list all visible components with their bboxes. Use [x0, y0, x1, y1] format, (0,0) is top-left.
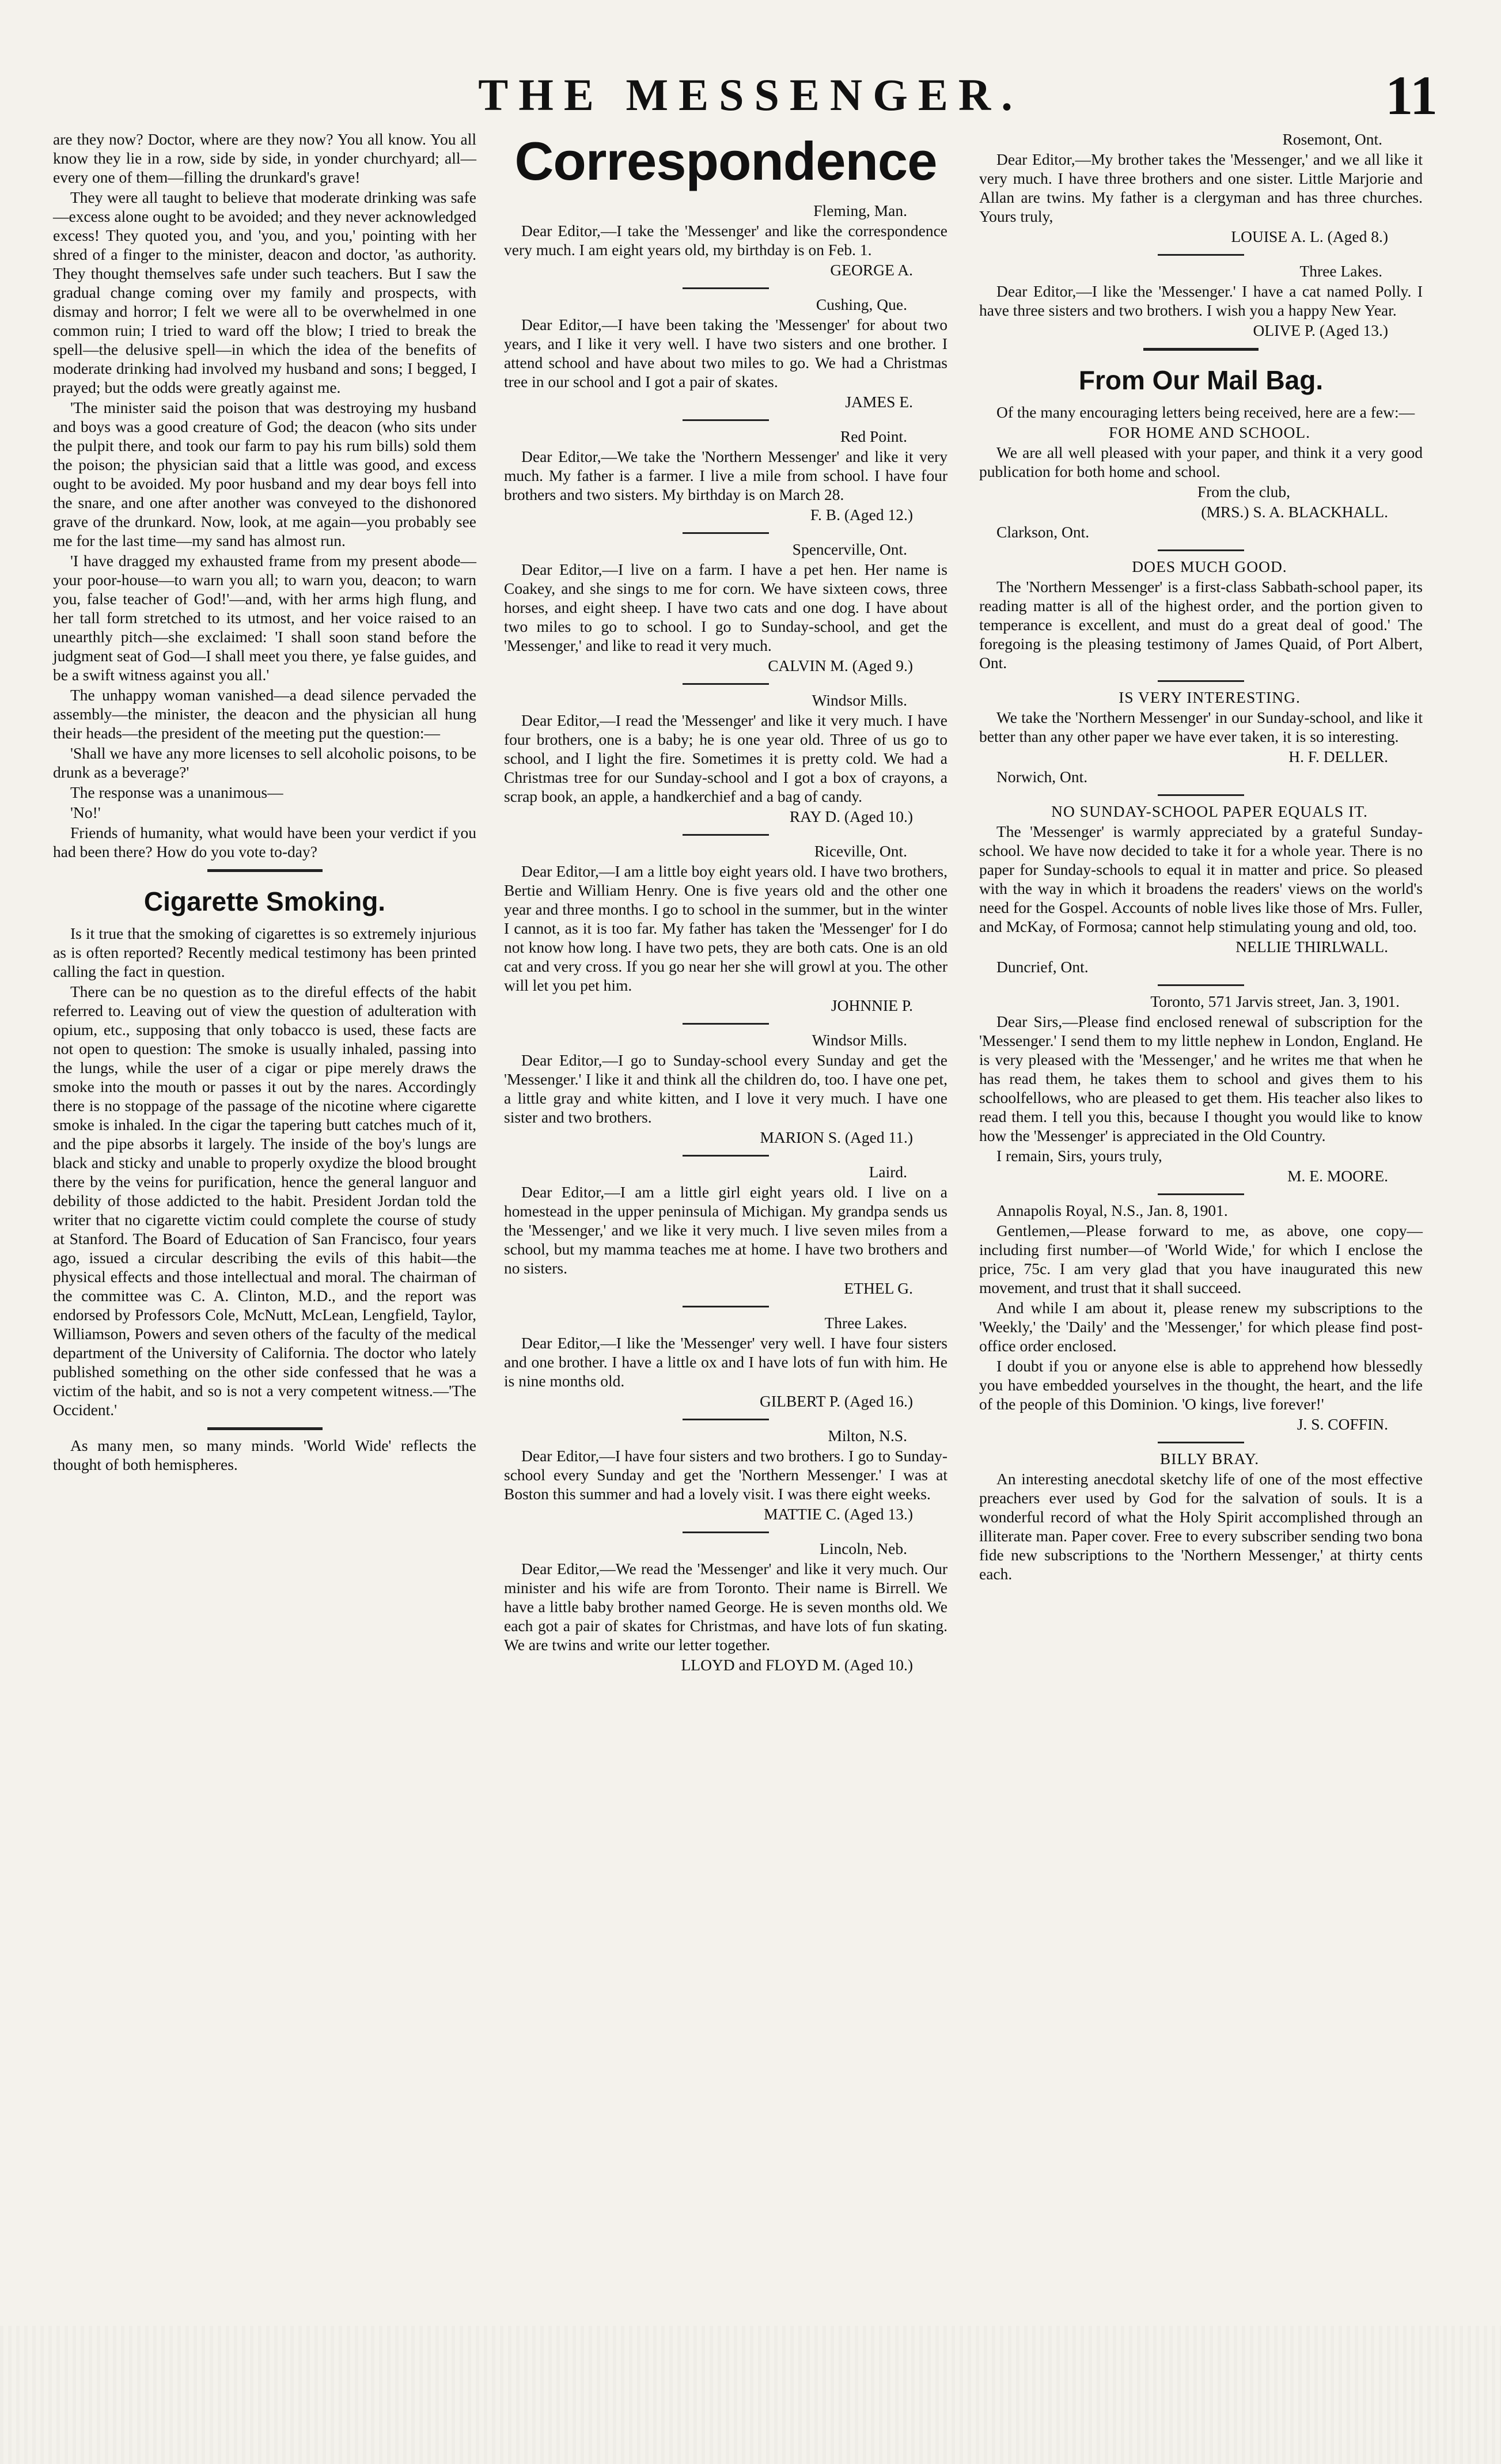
closing-note: As many men, so many minds. 'World Wide' reflects the thought of both hemispheres.: [53, 1436, 476, 1473]
letter: [504, 1426, 947, 1523]
letter-signature: OLIVE P. (Aged 13.): [1253, 321, 1388, 339]
correspondence-heading: Correspondence: [514, 131, 937, 191]
article-paragraph: 'The minister said the poison that was destroying my husband and boys was a good creature of God; the deacon (who sits under the pulpit there, and took our farm to pay his rum bills) sold them the poison; the physician said that a little was good, and excess ought to be avoided. My poor husband and my dear boys fell into the snare, and one after another was conveyed to the dishonored grave of the drunkard. Now, look, at me again—you probably see me for the last time—my sand has almost run.: [53, 399, 476, 549]
letter-heading: Annapolis Royal, N.S., Jan. 8, 1901.: [996, 1201, 1228, 1219]
letter-body: Dear Editor,—I read the 'Messenger' and like it very much. I have four brothers, one is a baby; he is one year old. Three of us go to school, and I light the fire. Sometimes it is pretty cold. We had a Christmas tree for our Sunday-school and I got a box of crayons, a scrap book, an apple, a handkerchief and a bag of candy.: [504, 711, 947, 805]
article-paragraph: They were all taught to believe that moderate drinking was safe—excess alone ought to be avoided; and they never acknowledged excess! They quoted you, and 'you, and you,' pointing with her shred of a finger to the minister, deacon and doctor, 'as authority. They thought themselves safe under such teachers. But I saw the gradual change coming over my family and prospects, with dismay and horror; I felt we were all to be overwhelmed in one common ruin; I tried to ward off the blow; I tried to break the spell—the delusive spell—in which the idea of the benefits of moderate drinking had involved my husband and sons; I begged, I prayed; but the odds were greatly against me.: [53, 188, 476, 396]
divider: [1158, 680, 1244, 682]
divider: [1158, 794, 1244, 796]
letter-signature: MARION S. (Aged 11.): [760, 1128, 913, 1146]
letter-place: Three Lakes.: [824, 1314, 907, 1332]
letter-signature: ETHEL G.: [844, 1279, 913, 1297]
letter: [504, 1539, 947, 1674]
mail-intro: Of the many encouraging letters being received, here are a few:—: [996, 403, 1415, 421]
section-body: Dear Sirs,—Please find enclosed renewal of subscription for the 'Messenger.' I send them to my little nephew in London, England. He is very pleased with the 'Messenger,' and he writes me that when he has read them, he takes them to school and gives them to his schoolfellows, who are pleased to get them. His teacher also likes to read them. I tell you this, because I thought you would like to know how the 'Messenger' is appreciated in the Old Country.: [979, 1013, 1423, 1144]
letter-body: Dear Editor,—I live on a farm. I have a pet hen. Her name is Coakey, and she sings to me for corn. We have sixteen cows, three horses, and eight sheep. I have two cats and one dog. I have about two miles to go to school. I go to Sunday-school, and get the 'Messenger,' and like to read it very much.: [504, 560, 947, 654]
letter-body: Dear Editor,—I am a little boy eight years old. I have two brothers, Bertie and William Henry. One is five years old and the other one year and three months. I go to school in the summer, but in the winter I cannot, as it is too far. My father has taken the 'Messenger' for I do not know how long. I have two pets, they are both cats. One is an old cat and very cross. If you go near her she will growl at you. The other will let you pet him.: [504, 862, 947, 994]
article-paragraph: 'Shall we have any more licenses to sell alcoholic poisons, to be drunk as a beverage?': [53, 744, 476, 781]
ornamental-rule: [1143, 348, 1259, 351]
letter: [504, 540, 947, 675]
letter-signature: CALVIN M. (Aged 9.): [768, 657, 913, 674]
letter-place: Lincoln, Neb.: [820, 1540, 907, 1557]
section-body: The 'Messenger' is warmly appreciated by a grateful Sunday-school. We have now decided to take it for a whole year. There is no paper for Sunday-schools to equal it in matter and price. So pleased with the way in which it broadens the readers' views on the world's need for the Gospel. Accounts of noble lives like those of Mrs. Fuller, and McKay, of Formosa; cannot help stimulating young and old, too.: [979, 822, 1423, 935]
letter-signature: LLOYD and FLOYD M. (Aged 10.): [681, 1656, 913, 1674]
divider: [1158, 984, 1244, 986]
letter: [979, 261, 1423, 340]
letter-place: Red Point.: [840, 427, 907, 445]
letter-signature: GILBERT P. (Aged 16.): [760, 1392, 913, 1410]
letter-body: Dear Editor,—My brother takes the 'Messenger,' and we all like it very much. I have three brothers and one sister. Little Marjorie and Allan are twins. My father is a clergyman and has three churches. Yours truly,: [979, 150, 1423, 225]
letter-place: Laird.: [869, 1163, 907, 1181]
article-paragraph: are they now? Doctor, where are they now? You all know. You all know they lie in a row, side by side, in yonder churchyard; all—every one of them—filling the drunkard's grave!: [53, 130, 476, 186]
letter-place: Three Lakes.: [1299, 262, 1382, 280]
divider: [683, 1532, 769, 1533]
letter-place: Windsor Mills.: [812, 1031, 907, 1049]
section-title: IS VERY INTERESTING.: [1119, 688, 1301, 706]
divider: [683, 419, 769, 421]
section-signature: H. F. DELLER.: [1288, 748, 1388, 765]
cigarette-heading: Cigarette Smoking.: [143, 886, 386, 916]
section-signature: (MRS.) S. A. BLACKHALL.: [1201, 503, 1388, 521]
letter: [504, 295, 947, 411]
letter-body: Dear Editor,—We take the 'Northern Messenger' and like it very much. My father is a farmer. I live a mile from school. I have four brothers and two sisters. My birthday is on March 28.: [504, 448, 947, 503]
letter-signature: JOHNNIE P.: [831, 996, 913, 1014]
letter-body: Dear Editor,—I have four sisters and two brothers. I go to Sunday-school every Sunday and get the 'Northern Messenger.' I was at Boston this summer and had a lovely visit. I was there eight weeks.: [504, 1447, 947, 1503]
divider: [683, 532, 769, 534]
article-paragraph: Is it true that the smoking of cigarettes is so extremely injurious as is often reported? Recently medical testimony has been printed calling the fact in question.: [53, 924, 476, 980]
divider: [683, 683, 769, 685]
letter: [979, 130, 1423, 246]
article-paragraph: The response was a unanimous—: [70, 783, 283, 801]
section-body: And while I am about it, please renew my subscriptions to the 'Weekly,' the 'Daily' and the 'Messenger,' for which please find post-office order enclosed.: [979, 1299, 1423, 1355]
column-1: [53, 130, 476, 1475]
section-signature: J. S. COFFIN.: [1297, 1415, 1388, 1433]
letter-place: Spencerville, Ont.: [792, 540, 907, 558]
divider: [683, 834, 769, 836]
article-paragraph: The unhappy woman vanished—a dead silence pervaded the assembly—the minister, the deacon and the physician all hung their heads—the president of the meeting put the question:—: [53, 686, 476, 742]
letter-body: Dear Editor,—I am a little girl eight years old. I live on a homestead in the upper peninsula of Michigan. My grandpa sends us the 'Messenger,' and we like it very much. I live seven miles from a school, but my mamma teaches me at home. I have two brothers and no sisters.: [504, 1183, 947, 1277]
mail-bag-heading: From Our Mail Bag.: [1078, 365, 1324, 395]
masthead-title: THE MESSENGER.: [478, 70, 1023, 120]
letter: [504, 1162, 947, 1298]
letter-body: Dear Editor,—I go to Sunday-school every Sunday and get the 'Messenger.' I like it and think all the children do, too. I have one pet, a little gray and white kitten, and I love it very much. I have one sister and two brothers.: [504, 1051, 947, 1126]
section-body: Gentlemen,—Please forward to me, as above, one copy—including first number—of 'World Wide,' for which I enclose the price, 75c. I am very glad that you have inaugurated this new movement, and trust that it shall succeed.: [979, 1222, 1423, 1297]
section-body: An interesting anecdotal sketchy life of one of the most effective preachers ever used by God for the salvation of souls. It is a wonderful record of what the Holy Spirit accomplished through an illiterate man. Paper cover. Free to every subscriber sending two bona fide new subscriptions to the 'Northern Messenger,' at thirty cents each.: [979, 1470, 1423, 1583]
letter-place: Cushing, Que.: [816, 295, 907, 313]
letter: [504, 427, 947, 524]
letter-body: Dear Editor,—I like the 'Messenger' very well. I have four sisters and one brother. I have a little ox and I have lots of fun with him. He is nine months old.: [504, 1334, 947, 1390]
letter-signature: LOUISE A. L. (Aged 8.): [1231, 228, 1388, 245]
divider: [683, 1023, 769, 1025]
section-title: DOES MUCH GOOD.: [1132, 558, 1287, 575]
section-place: Clarkson, Ont.: [996, 523, 1090, 541]
letter-body: Dear Editor,—I have been taking the 'Messenger' for about two years, and I like it very well. I have two sisters and one brother. I attend school and have about two miles to go. We had a Christmas tree in our school and I got a pair of skates.: [504, 316, 947, 391]
section-body: The 'Northern Messenger' is a first-class Sabbath-school paper, its reading matter is all of the highest order, and the portion given to temperance is excellent, and must do a great deal of good.' The foregoing is the pleasing testimony of James Quaid, of Port Albert, Ont.: [979, 578, 1423, 672]
letter-signature: MATTIE C. (Aged 13.): [764, 1505, 913, 1523]
column-3: [979, 130, 1423, 1584]
article-paragraph: There can be no question as to the direful effects of the habit referred to. Leaving out of view the question of adulteration with opium, etc., supposing that only tobacco is used, these facts are not open to question: The smoke is usually inhaled, passing into the lungs, while the user of a cigar or pipe merely draws the smoke into the mouth or passes it out by the nares. Accordingly there is no stoppage of the passage of the nicotine where cigarette smoke is inhaled. In the cigar the tapering butt catches much of it, and the pipe absorbs it largely. The inside of the boy's lungs are black and sticky and unable to properly oxydize the blood brought there by the veins for purification, hence the general languor and debility of those addicted to the habit. President Jordan told the writer that no cigarette victim could complete the course of study at Stanford. The Board of Education of San Francisco, four years ago, issued a circular describing the evils of this habit—the physical effects and those intellectual and moral. The chairman of the committee was C. A. Clinton, M.D., and the report was endorsed by Professors Cole, McNutt, McLean, Lengfield, Taylor, Williamson, Powers and seven others of the faculty of the medical department of the University of California. The doctor who lately published something on the other side confessed that he was a victim of the habit, and so is not a very competent witness.—'The Occident.': [53, 983, 476, 1419]
article-paragraph: Friends of humanity, what would have been your verdict if you had been there? How do you vote to-day?: [53, 824, 476, 860]
letter-closing: I remain, Sirs, yours truly,: [996, 1147, 1162, 1165]
letter-body: Dear Editor,—We read the 'Messenger' and like it very much. Our minister and his wife are from Toronto. Their name is Birrell. We have a little baby brother named George. He is seven months old. We each got a pair of skates for Christmas, and have lots of fun skating. We are twins and write our letter together.: [504, 1560, 947, 1654]
section-place: Norwich, Ont.: [996, 768, 1088, 786]
letter: [504, 841, 947, 1015]
section-place: Duncrief, Ont.: [996, 958, 1089, 976]
page-number: 11: [1385, 65, 1438, 126]
divider: [683, 1419, 769, 1420]
letter-signature: RAY D. (Aged 10.): [789, 808, 913, 825]
ornamental-rule: [207, 1427, 323, 1430]
letter-place: Riceville, Ont.: [814, 842, 907, 860]
letter-place: Rosemont, Ont.: [1282, 130, 1382, 148]
letter-signature: F. B. (Aged 12.): [810, 506, 913, 524]
section-body: We take the 'Northern Messenger' in our Sunday-school, and like it better than any other paper we have ever taken, it is so interesting.: [979, 708, 1423, 745]
section-body: I doubt if you or anyone else is able to apprehend how blessedly you have embedded yourselves in the thought, the heart, and the life of the people of this Dominion. 'O kings, live forever!': [979, 1357, 1423, 1413]
section-title: BILLY BRAY.: [1159, 1450, 1260, 1468]
letter-signature: GEORGE A.: [830, 261, 913, 279]
section-signature: NELLIE THIRLWALL.: [1235, 938, 1388, 956]
masthead: [46, 63, 1455, 138]
letter: [504, 201, 947, 279]
divider: [1158, 1442, 1244, 1443]
column-2: [504, 130, 947, 1675]
article-paragraph: 'No!': [70, 803, 101, 821]
article-paragraph: 'I have dragged my exhausted frame from my present abode—your poor-house—to warn you all; to warn you, deacon; to warn you, false teacher of God!'—and, with her arms high flung, and her tall form stretched to its utmost, and her voice raised to an unearthly pitch—she exclaimed: 'I shall soon stand before the judgment seat of God—I shall meet you there, ye false guides, and be a swift witness against you all.': [53, 552, 476, 684]
letter-body: Dear Editor,—I take the 'Messenger' and like the correspondence very much. I am eight years old, my birthday is on Feb. 1.: [504, 222, 947, 259]
section-signature: M. E. MOORE.: [1287, 1167, 1388, 1185]
section-title: FOR HOME AND SCHOOL.: [1108, 423, 1311, 441]
letter-signature: JAMES E.: [845, 393, 913, 411]
divider: [1158, 1193, 1244, 1195]
letter: [504, 1313, 947, 1411]
divider: [683, 1306, 769, 1307]
divider: [683, 287, 769, 289]
letter-place: Fleming, Man.: [813, 202, 907, 219]
divider: [683, 1155, 769, 1157]
section-body: We are all well pleased with your paper, and think it a very good publication for both home and school.: [979, 443, 1423, 480]
letter-place: Milton, N.S.: [828, 1427, 907, 1445]
letter: [504, 1030, 947, 1147]
ornamental-rule: [207, 869, 323, 872]
page-texture: [0, 2326, 1501, 2464]
letter: [504, 691, 947, 826]
section-title: NO SUNDAY-SCHOOL PAPER EQUALS IT.: [1051, 802, 1368, 820]
letter-place: Windsor Mills.: [812, 691, 907, 709]
section-from: From the club,: [1197, 483, 1290, 501]
letter-body: Dear Editor,—I like the 'Messenger.' I have a cat named Polly. I have three sisters and two brothers. I wish you a happy New Year.: [979, 282, 1423, 319]
divider: [1158, 549, 1244, 551]
divider: [1158, 254, 1244, 256]
letter-heading: Toronto, 571 Jarvis street, Jan. 3, 1901.: [1150, 992, 1400, 1010]
